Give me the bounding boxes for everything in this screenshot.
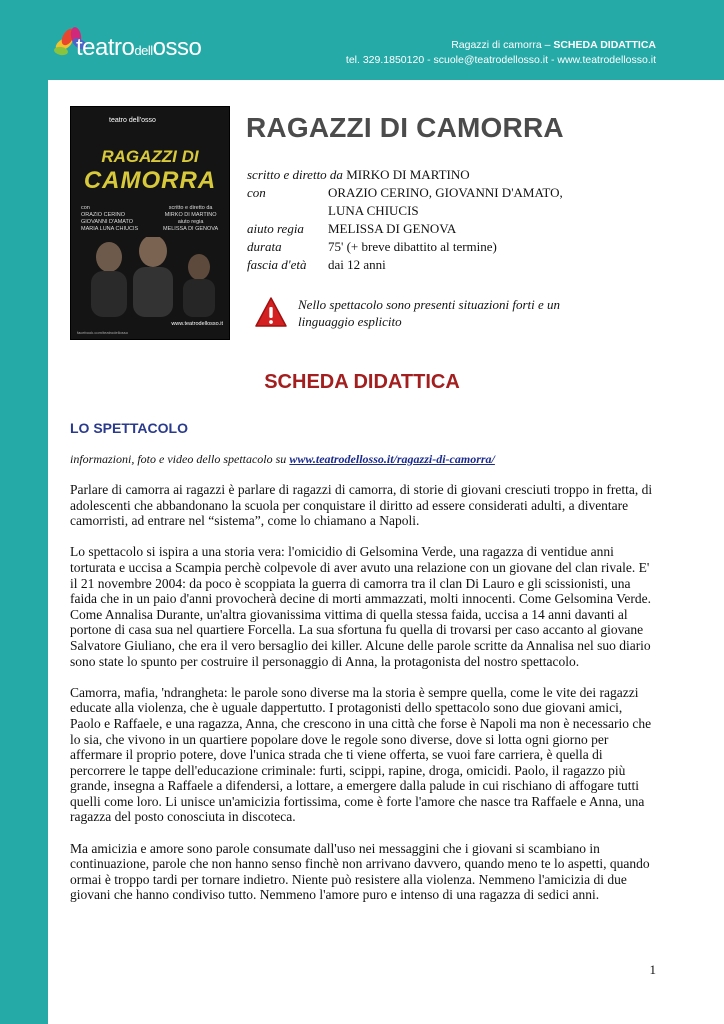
poster-actors-photo [79,237,223,317]
credit-age: fascia d'età dai 12 anni [247,257,386,272]
info-line: informazioni, foto e video dello spettacolo su www.teatrodellosso.it/ragazzi-di-camorra/ [70,452,495,466]
scheda-didattica-heading: SCHEDA DIDATTICA [264,371,460,393]
credit-assistant: aiuto regia MELISSA DI GENOVA [247,221,457,236]
contact-line: tel. 329.1850120 - scuole@teatrodellosso.it - www.teatrodellosso.it [345,54,656,66]
section-heading: LO SPETTACOLO [70,420,188,436]
paragraph: Lo spettacolo si ispira a una storia vera: l'omicidio di Gelsomina Verde, una ragazza di ventidue anni torturata e uccisa a Scampia perchè colpevole di aver avuto una relazione con un giovane del clan rivale. E' il 21 novembre 2004: da poco è scoppiata la guerra di camorra tra il clan Di Lauro e gli scissionisti, una faida che in un paio d'anni provocherà decine di morti ammazzati, molti innocenti. Come Gelsomina Verde. Come Annalisa Durante, un'altra giovanissima vittima di quella stessa faida, uccisa a 14 anni davanti al portone di casa sua nel quartiere Forcella. La sua sfortuna fu quella di trovarsi per caso accanto al giovane Salvatore Giuliano, che era il vero bersaglio dei killer. Alcune delle parole scritte da Annalisa nel suo diario sono state lo spunto per costruire il personaggio di Anna, la protagonista del nostro spettacolo. [70,544,652,669]
poster-credits: scritto e diretto da MIRKO DI MARTINO aiuto regia MELISSA DI GENOVA [163,205,219,232]
poster-footer: facebook.com/teatrodellosso [77,330,128,335]
credit-cast-cont: LUNA CHIUCIS [328,203,419,218]
content-warning: Nello spettacolo sono presenti situazioni forti e un linguaggio esplicito [298,297,561,329]
poster-title-line2: CAMORRA [83,167,217,194]
teatro-dellosso-logo [50,22,250,72]
credit-duration: durata 75' (+ breve dibattito al termine) [247,239,497,254]
left-teal-bar [0,0,48,1024]
warning-icon [254,296,288,330]
logo-wordmark: teatrodellosso [76,34,202,61]
show-poster [70,106,230,340]
credit-cast: con ORAZIO CERINO, GIOVANNI D'AMATO, [247,185,563,200]
show-title: RAGAZZI DI CAMORRA [246,112,564,143]
show-page-link[interactable]: www.teatrodellosso.it/ragazzi-di-camorra/ [289,452,495,466]
body-text [70,482,655,919]
paragraph: Camorra, mafia, 'ndrangheta: le parole sono diverse ma la storia è sempre quella, come le vite dei ragazzi educate alla violenza, che è uguale dappertutto. I protagonisti dello spettacolo sono due giovani amici, Paolo e Raffaele, e una ragazza, Anna, che crescono in una città che forse è Napoli ma non è necessario che lo sia, che vivono in un quartiere popolare dove le regole sono diverse, dove si lotta ogni giorno per affermare il proprio potere, dove l'unica strada che ti viene offerta, se vuoi fare carriera, è quella di percorrere le tappe dell'educazione criminale: furti, scippi, rapine, droga, omicidi. Paolo, il ragazzo più grande, insegna a Raffaele a difendersi, a lottare, a emergere dalla palude in cui rischiano di affogare tutti quelli come loro. Li unisce un'amicizia fortissima, come è forte l'amore che nasce tra Raffaele e Anna, una ragazza del posto conosciuta in discoteca. [70,684,652,825]
credits-block [247,166,563,274]
credit-written-by: scritto e diretto da MIRKO DI MARTINO [247,167,470,182]
poster-logo: teatro dell'osso [109,117,156,124]
header-info [346,38,656,68]
poster-url: www.teatrodellosso.it [171,321,223,327]
paragraph: Ma amicizia e amore sono parole consumate dall'uso nei messaggini che i giovani si scambiano in continuazione, parole che non hanno senso finchè non arrivano davvero, quando meno te lo aspetti, quando ormai è troppo tardi per tornare indietro. Niente può resistere alla violenza. Nemmeno l'amicizia di due giovani che hanno condiviso tutto. Nemmeno l'amore puro e intenso di una ragazza di sedici anni. [70,840,650,903]
poster-title-line1: RAGAZZI DI [101,147,199,166]
poster-cast: con ORAZIO CERINO GIOVANNI D'AMATO MARIA LUNA CHIUCIS [81,205,139,232]
paragraph: Parlare di camorra ai ragazzi è parlare di ragazzi di camorra, di storie di giovani cresciuti troppo in fretta, di adolescenti che abbandonano la scuola per conquistare il diritto ad essere considerati adulti, a diventare camorristi, ad entrare nel “sistema”, come lo chiamano a Napoli. [70,482,653,529]
document-title: Ragazzi di camorra – SCHEDA DIDATTICA [451,39,656,51]
page-number: 1 [649,962,656,977]
